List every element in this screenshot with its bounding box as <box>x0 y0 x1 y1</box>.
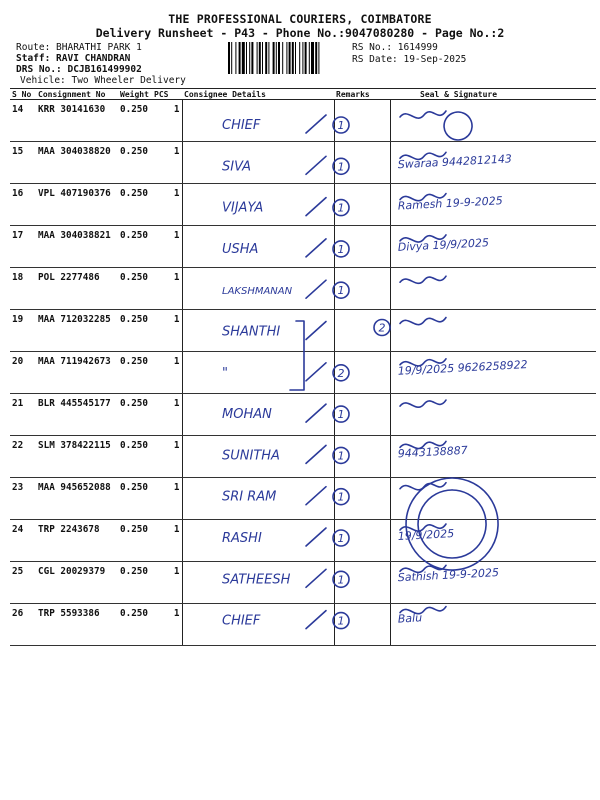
cell-pcs: 1 <box>152 394 182 436</box>
cell-remarks <box>334 184 390 226</box>
remark-circled-number-digit: 1 <box>337 284 345 298</box>
cell-sno: 23 <box>10 478 36 520</box>
remark-circled-number-digit: 1 <box>337 614 345 628</box>
consignee-handwritten: LAKSHMANAN <box>222 286 293 298</box>
cell-seal-signature <box>390 478 596 520</box>
cell-consignee <box>182 520 334 562</box>
cell-seal-signature <box>390 562 596 604</box>
barcode-bar <box>289 42 291 74</box>
col-remarks: Remarks <box>334 89 390 100</box>
barcode-bar <box>311 42 314 74</box>
cell-remarks <box>334 352 390 394</box>
col-weight: Weight <box>118 89 152 100</box>
consignee-handwritten: RASHI <box>222 531 262 546</box>
table-row <box>10 520 596 562</box>
cell-remarks <box>334 142 390 184</box>
cell-consignee <box>182 604 334 646</box>
cell-pcs: 1 <box>152 100 182 142</box>
cell-seal-signature <box>390 394 596 436</box>
col-sno: S No <box>10 89 36 100</box>
cell-pcs: 1 <box>152 562 182 604</box>
table-row <box>10 604 596 646</box>
cell-pcs: 1 <box>152 436 182 478</box>
cell-sno: 17 <box>10 226 36 268</box>
cell-seal-signature <box>390 520 596 562</box>
consignee-handwritten: SRI RAM <box>222 489 277 505</box>
table-row <box>10 352 596 394</box>
cell-pcs: 1 <box>152 310 182 352</box>
remark-circled-number-digit: 1 <box>337 532 345 545</box>
cell-consignee <box>182 352 334 394</box>
remark-circled-number-digit: 1 <box>337 573 345 587</box>
table-row <box>10 100 596 142</box>
remark-circled-number-digit: 1 <box>337 242 345 256</box>
cell-weight: 0.250 <box>118 310 152 352</box>
table-row <box>10 142 596 184</box>
runsheet-table <box>10 88 596 646</box>
cell-seal-signature <box>390 352 596 394</box>
remark-circled-number-digit: 2 <box>337 366 345 380</box>
cell-sno: 26 <box>10 604 36 646</box>
table-row <box>10 268 596 310</box>
barcode-bar <box>276 42 277 74</box>
cell-pcs: 1 <box>152 352 182 394</box>
barcode-bar <box>242 42 245 74</box>
table-row <box>10 184 596 226</box>
cell-sno: 25 <box>10 562 36 604</box>
drs-number: DRS No.: DCJB161499902 <box>16 64 142 75</box>
cell-consignee <box>182 562 334 604</box>
cell-sno: 14 <box>10 100 36 142</box>
cell-remarks <box>334 226 390 268</box>
table-row <box>10 478 596 520</box>
remark-circled-number-digit: 1 <box>337 160 345 174</box>
cell-consignment: CGL 20029379 <box>36 562 118 604</box>
table-row <box>10 436 596 478</box>
remark-circled-number-digit: 1 <box>337 490 345 504</box>
route-label: Route: BHARATHI PARK 1 <box>16 42 142 53</box>
cell-consignee <box>182 394 334 436</box>
barcode-bar <box>273 42 275 74</box>
cell-sno: 24 <box>10 520 36 562</box>
cell-weight: 0.250 <box>118 352 152 394</box>
barcode-bar <box>318 42 319 74</box>
col-pcs: PCS <box>152 89 182 100</box>
cell-seal-signature <box>390 184 596 226</box>
cell-consignee <box>182 100 334 142</box>
cell-pcs: 1 <box>152 226 182 268</box>
consignee-handwritten: SIVA <box>222 159 251 175</box>
cell-remarks <box>334 604 390 646</box>
cell-consignment: MAA 304038820 <box>36 142 118 184</box>
cell-consignment: MAA 945652088 <box>36 478 118 520</box>
consignee-handwritten: SHANTHI <box>222 324 281 340</box>
cell-sno: 18 <box>10 268 36 310</box>
cell-consignment: POL 2277486 <box>36 268 118 310</box>
cell-remarks <box>334 520 390 562</box>
cell-seal-signature <box>390 604 596 646</box>
signature-handwritten: Swaraa 9442812143 <box>397 152 513 172</box>
barcode-bar <box>315 42 317 74</box>
cell-remarks <box>334 394 390 436</box>
cell-consignee <box>182 436 334 478</box>
col-consignment: Consignment No <box>36 89 118 100</box>
cell-remarks <box>334 478 390 520</box>
remark-circled-number-digit: 1 <box>337 119 345 132</box>
cell-remarks <box>334 310 390 352</box>
cell-remarks <box>334 268 390 310</box>
cell-consignment: VPL 407190376 <box>36 184 118 226</box>
consignee-handwritten: MOHAN <box>222 407 272 423</box>
cell-sno: 21 <box>10 394 36 436</box>
cell-weight: 0.250 <box>118 436 152 478</box>
cell-consignee <box>182 268 334 310</box>
barcode-bar <box>251 42 253 74</box>
barcode-bar <box>292 42 294 74</box>
signature-handwritten: 19/9/2025 9626258922 <box>397 358 528 378</box>
cell-consignment: TRP 2243678 <box>36 520 118 562</box>
consignee-handwritten: USHA <box>222 241 259 257</box>
rs-date: RS Date: 19-Sep-2025 <box>352 54 467 65</box>
table-row <box>10 226 596 268</box>
cell-seal-signature <box>390 100 596 142</box>
cell-sno: 22 <box>10 436 36 478</box>
vehicle-label: Vehicle: Two Wheeler Delivery <box>20 75 186 86</box>
signature-handwritten: Balu <box>397 611 423 626</box>
cell-consignee <box>182 478 334 520</box>
cell-seal-signature <box>390 226 596 268</box>
runsheet-subtitle: Delivery Runsheet - P43 - Phone No.:9047080280 - Page No.:2 <box>95 26 505 40</box>
cell-seal-signature <box>390 310 596 352</box>
barcode-bar <box>299 42 300 74</box>
company-title: THE PROFESSIONAL COURIERS, COIMBATORE <box>168 12 432 26</box>
barcode-bar <box>239 42 241 74</box>
cell-pcs: 1 <box>152 520 182 562</box>
barcode-bar <box>302 42 303 74</box>
cell-seal-signature <box>390 436 596 478</box>
remark-circled-number-digit: 2 <box>378 321 386 335</box>
barcode-bar <box>257 42 258 74</box>
cell-consignee <box>182 184 334 226</box>
cell-remarks <box>334 562 390 604</box>
remark-circled-number-digit: 1 <box>337 201 345 215</box>
cell-pcs: 1 <box>152 478 182 520</box>
barcode-bar <box>268 42 269 74</box>
cell-weight: 0.250 <box>118 184 152 226</box>
consignee-handwritten: VIJAYA <box>222 200 264 216</box>
table-row <box>10 562 596 604</box>
barcode <box>228 42 348 74</box>
cell-consignee <box>182 142 334 184</box>
cell-weight: 0.250 <box>118 226 152 268</box>
barcode-bar <box>246 42 247 74</box>
barcode-bar <box>286 42 287 74</box>
col-seal-signature: Seal & Signature <box>390 89 596 100</box>
barcode-bar <box>305 42 307 74</box>
cell-weight: 0.250 <box>118 394 152 436</box>
barcode-bar <box>228 42 230 74</box>
cell-weight: 0.250 <box>118 520 152 562</box>
barcode-bar <box>309 42 310 74</box>
barcode-bar <box>262 42 263 74</box>
cell-weight: 0.250 <box>118 562 152 604</box>
barcode-bar <box>259 42 261 74</box>
rs-number: RS No.: 1614999 <box>352 42 438 53</box>
barcode-bar <box>282 42 283 74</box>
barcode-bar <box>249 42 250 74</box>
cell-consignment: MAA 712032285 <box>36 310 118 352</box>
cell-sno: 20 <box>10 352 36 394</box>
cell-seal-signature <box>390 268 596 310</box>
cell-consignment: BLR 445545177 <box>36 394 118 436</box>
table-header-row <box>10 89 596 100</box>
cell-remarks <box>334 436 390 478</box>
table-row <box>10 394 596 436</box>
cell-pcs: 1 <box>152 142 182 184</box>
signature-handwritten: Sathish 19-9-2025 <box>397 566 500 585</box>
cell-weight: 0.250 <box>118 604 152 646</box>
cell-seal-signature <box>390 142 596 184</box>
cell-consignment: TRP 5593386 <box>36 604 118 646</box>
consignee-handwritten: CHIEF <box>222 613 261 629</box>
cell-weight: 0.250 <box>118 142 152 184</box>
cell-weight: 0.250 <box>118 268 152 310</box>
barcode-bar <box>231 42 232 74</box>
cell-consignment: KRR 30141630 <box>36 100 118 142</box>
consignee-handwritten: SUNITHA <box>222 448 280 464</box>
signature-handwritten: 19/9/2025 <box>397 527 455 543</box>
signature-handwritten: 9443138887 <box>397 443 469 461</box>
cell-weight: 0.250 <box>118 100 152 142</box>
cell-consignee <box>182 310 334 352</box>
barcode-bar <box>278 42 280 74</box>
cell-pcs: 1 <box>152 184 182 226</box>
cell-consignment: MAA 711942673 <box>36 352 118 394</box>
barcode-bar <box>235 42 236 74</box>
cell-pcs: 1 <box>152 604 182 646</box>
cell-pcs: 1 <box>152 268 182 310</box>
signature-handwritten: Divya 19/9/2025 <box>397 236 490 254</box>
table-row <box>10 310 596 352</box>
cell-sno: 16 <box>10 184 36 226</box>
remark-circled-number-digit: 1 <box>337 408 345 422</box>
cell-consignee <box>182 226 334 268</box>
barcode-bar <box>295 42 296 74</box>
barcode-bar <box>265 42 267 74</box>
signature-handwritten: Ramesh 19-9-2025 <box>397 194 504 213</box>
consignee-handwritten: CHIEF <box>222 118 261 133</box>
cell-remarks <box>334 100 390 142</box>
consignee-handwritten: " <box>222 365 228 381</box>
cell-sno: 15 <box>10 142 36 184</box>
cell-sno: 19 <box>10 310 36 352</box>
consignee-handwritten: SATHEESH <box>222 572 291 588</box>
staff-label: Staff: RAVI CHANDRAN <box>16 53 131 64</box>
cell-weight: 0.250 <box>118 478 152 520</box>
cell-consignment: SLM 378422115 <box>36 436 118 478</box>
remark-circled-number-digit: 1 <box>337 449 345 463</box>
col-consignee: Consignee Details <box>182 89 334 100</box>
cell-consignment: MAA 304038821 <box>36 226 118 268</box>
